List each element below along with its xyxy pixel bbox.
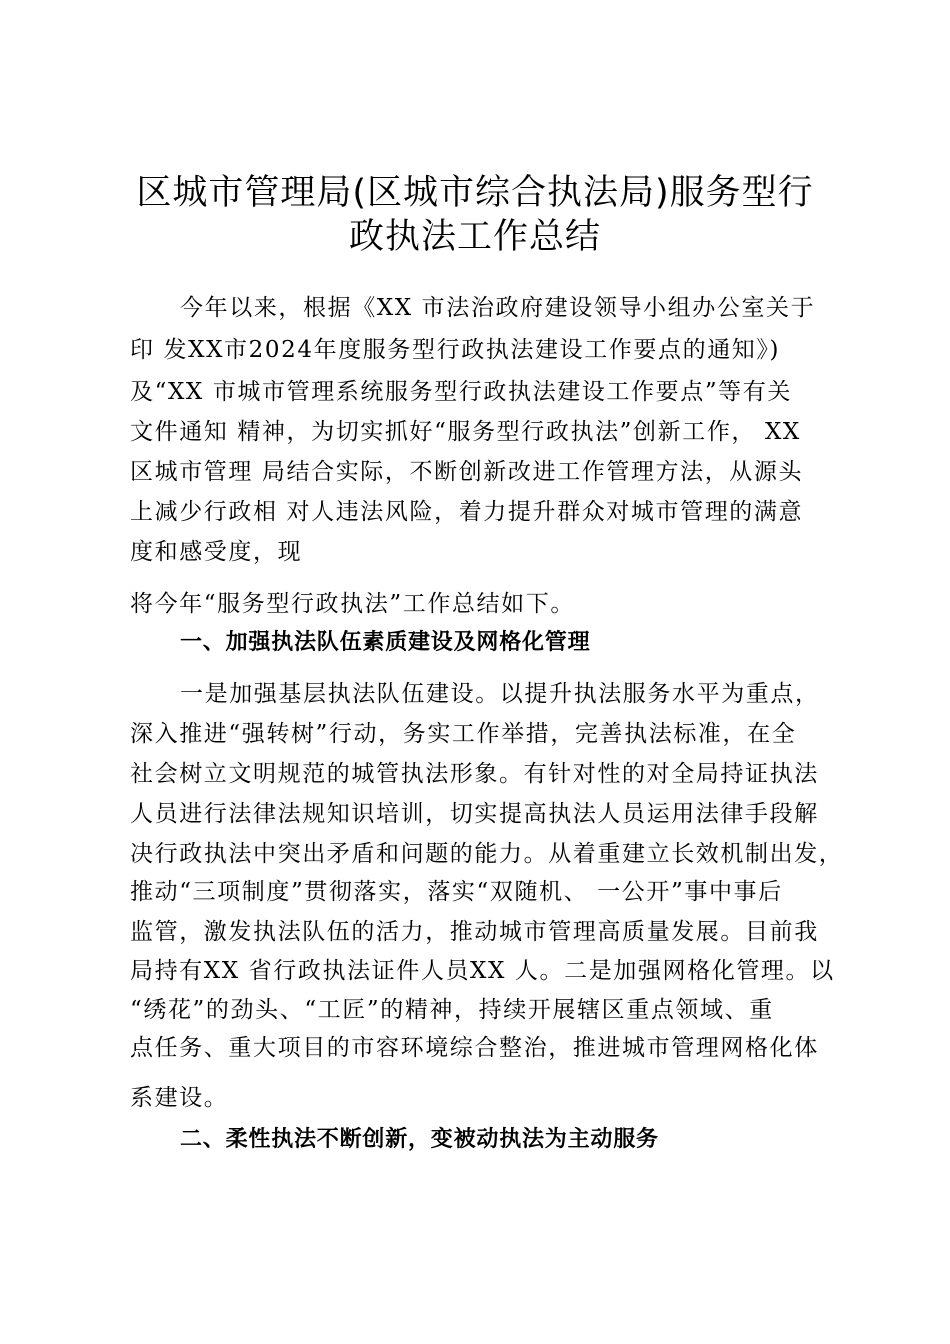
section-1-line: “绣花”的劲头、“工匠”的精神，持续开展辖区重点领域、重 bbox=[130, 997, 774, 1023]
section-2-heading: 二、柔性执法不断创新，变被动执法为主动服务 bbox=[180, 1127, 659, 1152]
intro-line: 及“XX 市城市管理系统服务型行政执法建设工作要点”等有关 bbox=[130, 379, 792, 405]
section-1-line: 社会树立文明规范的城管执法形象。有针对性的对全局持证执法 bbox=[130, 761, 819, 787]
intro-line: 将今年“服务型行政执法”工作总结如下。 bbox=[130, 591, 575, 617]
section-1-line: 一是加强基层执法队伍建设。以提升执法服务水平为重点， bbox=[180, 681, 820, 707]
intro-line: 度和感受度，现 bbox=[130, 539, 303, 565]
section-1-line: 人员进行法律法规知识培训，切实提高执法人员运用法律手段解 bbox=[130, 801, 819, 827]
document-title-line-2: 政执法工作总结 bbox=[348, 217, 601, 257]
section-1-heading: 一、加强执法队伍素质建设及网格化管理 bbox=[180, 630, 591, 655]
section-1-line: 点任务、重大项目的市容环境综合整治，推进城市管理网格化体 bbox=[130, 1035, 819, 1061]
section-1-line: 深入推进“强转树”行动，务实工作举措，完善执法标准，在全 bbox=[130, 721, 797, 747]
intro-line: 印 发XX市2024年度服务型行政执法建设工作要点的通知》) bbox=[130, 337, 781, 363]
intro-line: 上减少行政相 对人违法风险，着力提升群众对城市管理的满意 bbox=[130, 499, 804, 525]
intro-line: 今年以来，根据《XX 市法治政府建设领导小组办公室关于 bbox=[180, 295, 816, 321]
document-title-line-1: 区城市管理局(区城市综合执法局)服务型行 bbox=[136, 173, 814, 213]
section-1-line: 监管，激发执法队伍的活力，推动城市管理高质量发展。目前我 bbox=[130, 919, 819, 945]
section-1-line: 系建设。 bbox=[130, 1085, 229, 1111]
section-1-line: 决行政执法中突出矛盾和问题的能力。从着重建立长效机制出发， bbox=[130, 841, 844, 867]
intro-line: 区城市管理 局结合实际，不断创新改进工作管理方法，从源头 bbox=[130, 459, 804, 485]
section-1-line: 局持有XX 省行政执法证件人员XX 人。二是加强网格化管理。以 bbox=[130, 958, 835, 984]
intro-line: 文件通知 精神，为切实抓好“服务型行政执法”创新工作， XX bbox=[130, 419, 801, 445]
section-1-line: 推动“三项制度”贯彻落实，落实“双随机、 一公开”事中事后 bbox=[130, 879, 783, 905]
